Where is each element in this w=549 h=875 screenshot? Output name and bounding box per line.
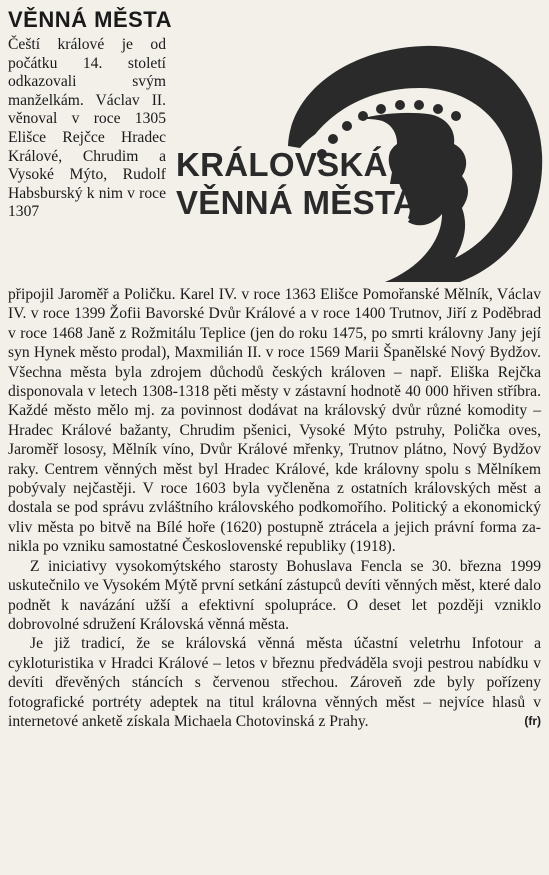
paragraph-2: Z iniciativy vysokomýtského starosty Bohuslava Fencla se 30. března 1999 uskutečnilo ve Vysokém Mýtě první setkání zástupců devíti věnných měst, které dalo podnět k navázání užší a efektivní spolupráce. O deset let později vzniklo dobrovolné sdružení Královská věnná města. <box>8 557 541 633</box>
logo-title <box>176 146 417 222</box>
article-body <box>8 285 541 731</box>
headline: VĚNNÁ MĚSTA <box>8 7 172 32</box>
paragraph-3-text: Je již tradicí, že se královská věnná města účastní veletrhu Infotour a cykloturistika v Hradci Králové – letos v březnu předváděla svoji pestrou nabídku v devíti dřevěných stáncích s červenou střechou. Zároveň zde byly pořízeny fotografické portréty adeptek na titul královna věnných měst – nejvíce hlasů v internetové anketě získala Michaela Chotovinská z Prahy. <box>8 635 541 730</box>
logo-line-2: VĚNNÁ MĚSTA <box>176 184 418 221</box>
paragraph-3 <box>8 634 541 731</box>
paragraph-1: připojil Jaroměř a Poličku. Karel IV. v roce 1363 Elišce Pomořanské Mělník, Václav IV. v roce 1399 Žofii Bavorské Dvůr Králové a v roce 1400 Trutnov, Jiří z Poděbrad v roce 1468 Janě z Rožmitálu Teplice (jen do roku 1475, po smrti královny Jany její syn Hynek město prodal), Maxmilián II. v roce 1569 Marii Španělské Nový Bydžov. Všechna města byla zdrojem důchodů českých královen – např. Eliška Rejčka disponovala v letech 1308-1318 pěti městy v zástavní hodnotě 40 000 hřiven stříbra. Každé město mělo mj. za povinnost dodávat na královský dvůr různé komodity – Hradec Králové bažanty, Chrudim pšenici, Vysoké Mýto pstruhy, Polička oves, Jaroměř lososy, Mělník víno, Dvůr Králové mřenky, Trutnov plátno, Nový Bydžov raky. Centrem věnných měst byl Hradec Králové, kde královny spolu s Mělníkem pobývaly nejčastěji. V roce 1603 byla vyčleněna z ostatních královských měst a dostala se pod správu zvláštního královského podkomořího. Politický a ekonomický vliv města po bitvě na Bílé hoře (1620) postupně ztrácela a jejich právní forma zanikla po vzniku samostatné Československé republiky (1918). <box>8 286 541 556</box>
kralovska-venna-mesta-logo <box>170 36 545 284</box>
logo-line-1: KRÁLOVSKÁ <box>176 146 388 183</box>
signature: (fr) <box>524 713 541 728</box>
article-top <box>8 36 541 284</box>
intro-column: Čeští králové je od počátku 14. století odkazovali svým manželkám. Václav II. věnoval v roce 1305 Elišce Rejčce Hradec Králové, Chrudim a Vysoké Mýto, Rudolf Habsburský k nim v roce 1307 <box>8 36 166 221</box>
